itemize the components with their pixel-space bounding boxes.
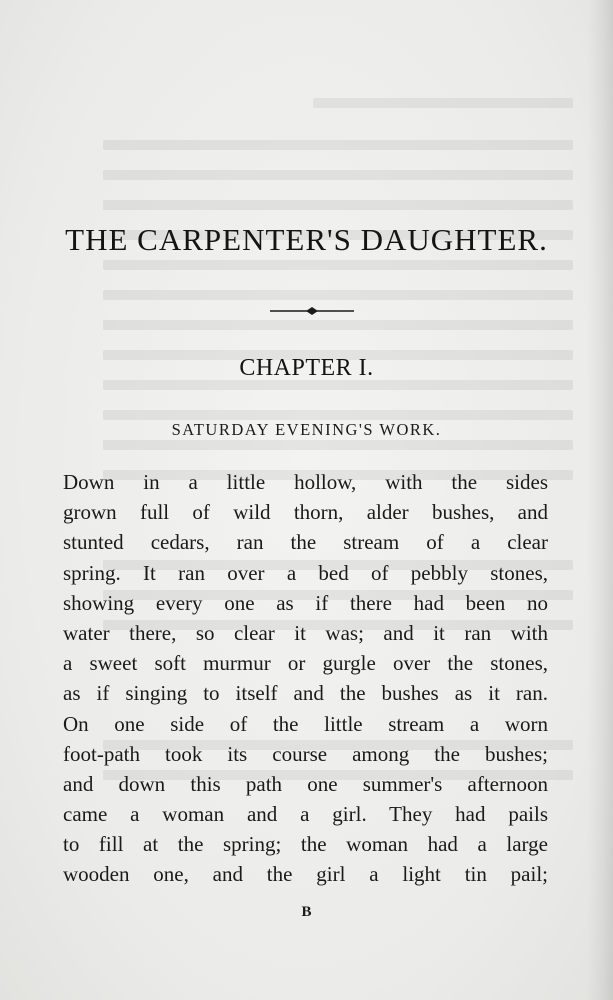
text-line: came a woman and a girl. They had pails	[63, 802, 548, 827]
text-line: showing every one as if there had been no	[63, 590, 548, 615]
chapter-title: SATURDAY EVENING'S WORK.	[171, 420, 442, 439]
text-line: wooden one, and the girl a light tin pail;	[63, 862, 548, 887]
text-line: On one side of the little stream a worn	[63, 711, 548, 736]
text-line: spring. It ran over a bed of pebbly stones,	[63, 560, 548, 585]
paragraph-2	[63, 709, 548, 890]
text-line: a sweet soft murmur or gurgle over the stones,	[63, 651, 548, 676]
text-line: foot-path took its course among the bushes;	[63, 741, 548, 766]
text-line: Down in a little hollow, with the sides	[63, 470, 548, 494]
title-ornament-rule	[270, 306, 354, 316]
text-line: to fill at the spring; the woman had a large	[63, 832, 548, 857]
text-line: stunted cedars, ran the stream of a clear	[63, 530, 548, 555]
chapter-number: CHAPTER I.	[239, 355, 374, 381]
paragraph-1	[63, 467, 548, 709]
text-line: water there, so clear it was; and it ran with	[63, 620, 548, 645]
page-gutter-shadow	[587, 0, 613, 1000]
text-line: and down this path one summer's afternoon	[63, 771, 548, 796]
signature-mark: B	[301, 904, 312, 920]
book-title: THE CARPENTER'S DAUGHTER.	[65, 222, 548, 257]
text-line: as if singing to itself and the bushes as it ran.	[63, 681, 548, 706]
body-text	[63, 467, 548, 890]
text-line: grown full of wild thorn, alder bushes, and	[63, 500, 548, 525]
